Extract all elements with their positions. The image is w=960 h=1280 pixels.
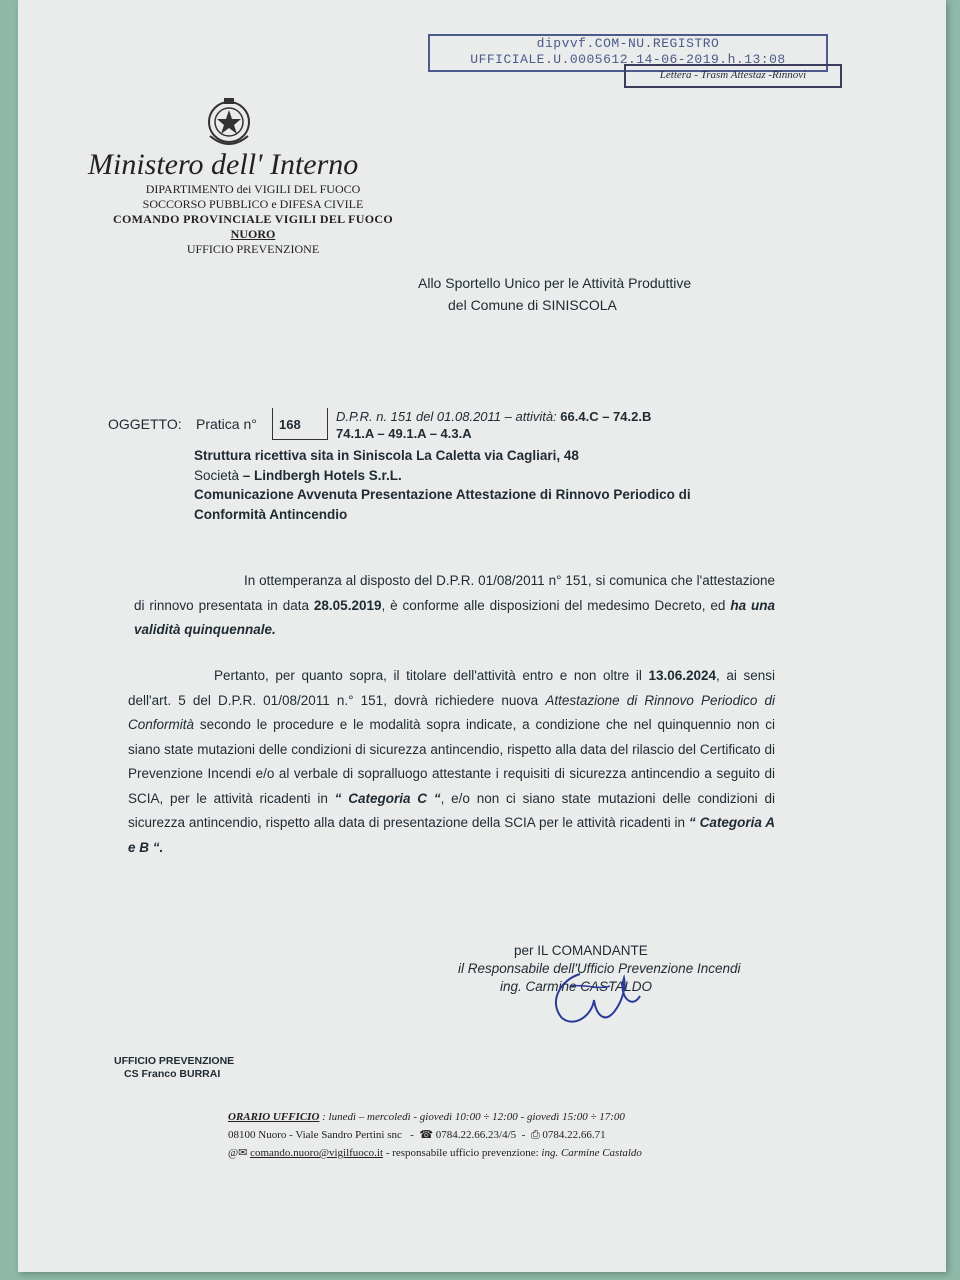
p1-text-b: , è conforme alle disposizioni del medesimo Decreto, ed <box>381 597 731 613</box>
dept-city: NUORO <box>230 227 276 241</box>
subject-line-3: Comunicazione Avvenuta Presentazione Attestazione di Rinnovo Periodico di <box>194 487 691 502</box>
office-line-1: UFFICIO PREVENZIONE <box>114 1055 235 1067</box>
paragraph-1 <box>134 569 775 643</box>
office-line-2: CS Franco BURRAI <box>124 1068 221 1080</box>
dept-line-1: DIPARTIMENTO dei VIGILI DEL FUOCO <box>145 182 361 196</box>
stamp-line-2: UFFICIALE.U.0005612.14-06-2019.h.13:08 <box>470 52 786 67</box>
p2-text-a: Pertanto, per quanto sopra, il titolare dell'attività entro e non oltre il <box>214 668 649 683</box>
oggetto-label: OGGETTO: <box>108 416 182 432</box>
recipient-line-1: Allo Sportello Unico per le Attività Produttive <box>418 275 692 291</box>
p1-date: 28.05.2019 <box>313 597 382 613</box>
dept-line-3: COMANDO PROVINCIALE VIGILI DEL FUOCO <box>113 212 393 226</box>
phone: 0784.22.66.23/4/5 <box>435 1129 517 1141</box>
signature-line-1: per IL COMANDANTE <box>514 943 648 958</box>
footer: ORARIO UFFICIO : lunedì – mercoledì - giovedì 10:00 ÷ 12:00 - giovedì 15:00 ÷ 17:00 08100 Nuoro - Viale Sandro Pertini snc - ☎ 0784.22.66.23/4/5 - ⎙ 0784.22.66.71 @✉ comando.nuoro@vigilfuoco.it - responsabile ufficio prevenzione: ing. Carmine Castaldo <box>228 1111 642 1159</box>
signature-line-2: il Responsabile dell'Ufficio Prevenzione Incendi <box>458 961 741 976</box>
stamp-subject: Lettera - Trasm Attestaz -Rinnovi <box>624 64 842 88</box>
p2-category-c: “ Categoria C “ <box>334 790 441 806</box>
recipient-block <box>418 272 691 316</box>
activities-2: 74.1.A – 49.1.A – 4.3.A <box>336 426 472 441</box>
resp-name: ing. Carmine Castaldo <box>541 1147 642 1159</box>
p2-attestation: Attestazione di Rinnovo Periodico di Conformità <box>128 692 775 732</box>
handwritten-signature <box>540 966 650 1030</box>
activities-1: 66.4.C – 74.2.B <box>560 409 652 424</box>
company-name: – Lindbergh Hotels S.r.L. <box>239 467 402 483</box>
pratica-number: 168 <box>272 408 328 440</box>
email-icon: @✉ <box>228 1147 248 1159</box>
p2-text-e: , e/o non ci siano state mutazioni delle condizioni di sicurezza antincendio, rispetto alla data di presentazione della SCIA per le attività ricadenti in <box>128 790 775 830</box>
pratica-label: Pratica n° <box>196 416 257 432</box>
recipient-line-2: del Comune di SINISCOLA <box>448 297 617 313</box>
p2-text-d: secondo le procedure e le modalità sopra indicate, a condizione che nel quinquennio non ci siano state mutazioni delle condizioni di sicurezza antincendio, rispetto alla data del rilascio del Certificato di Prevenzione Incendi e/o al verbale di sopralluogo attestante i requisiti di sicurezza antincendio a seguito di SCIA, per le attività ricadenti in <box>128 717 775 806</box>
stamp-line-1: dipvvf.COM-NU.REGISTRO <box>536 36 720 51</box>
ministry-title: Ministero dell' Interno <box>88 148 359 181</box>
republic-emblem-icon <box>204 96 254 150</box>
subject-line-1: Struttura ricettiva sita in Siniscola La Caletta via Cagliari, 48 <box>194 448 579 463</box>
email-link[interactable]: comando.nuoro@vigilfuoco.it <box>250 1147 384 1159</box>
office-block <box>114 1055 234 1081</box>
company-prefix: Società <box>194 467 240 483</box>
p2-category-ab: “ Categoria A e B “. <box>128 815 775 855</box>
paragraph-2 <box>128 664 775 860</box>
phone-icon: ☎ <box>419 1129 434 1141</box>
p2-text-b: , ai sensi dell'art. 5 del D.P.R. 01/08/2011 n.° 151, dovrà richiedere nuova <box>128 668 775 708</box>
dpr-reference <box>336 408 651 442</box>
dept-office: UFFICIO PREVENZIONE <box>186 242 320 256</box>
p1-text-a: In ottemperanza al disposto del D.P.R. 01/08/2011 n° 151, si comunica che l'attestazione di rinnovo presentata in data <box>134 573 775 613</box>
department-block <box>88 182 418 257</box>
fax-icon: ⎙ <box>530 1129 540 1141</box>
signature-line-3: ing. Carmine CASTALDO <box>500 979 653 994</box>
address: 08100 Nuoro - Viale Sandro Pertini snc <box>228 1129 402 1141</box>
subject-block <box>194 446 691 524</box>
p1-validity: ha una validità quinquennale. <box>134 597 775 637</box>
subject-line-4: Conformità Antincendio <box>194 506 348 522</box>
p2-date: 13.06.2024 <box>648 668 717 683</box>
dpr-text: D.P.R. n. 151 del 01.08.2011 – attività: <box>336 409 557 424</box>
document-page <box>18 0 946 1272</box>
fax: 0784.22.66.71 <box>542 1129 606 1141</box>
dept-line-2: SOCCORSO PUBBLICO e DIFESA CIVILE <box>142 197 364 211</box>
hours-text: : lunedì – mercoledì - giovedì 10:00 ÷ 12:00 - giovedì 15:00 ÷ 17:00 <box>319 1111 625 1123</box>
resp-text: - responsabile ufficio prevenzione: <box>383 1147 542 1159</box>
hours-label: ORARIO UFFICIO <box>228 1111 320 1123</box>
